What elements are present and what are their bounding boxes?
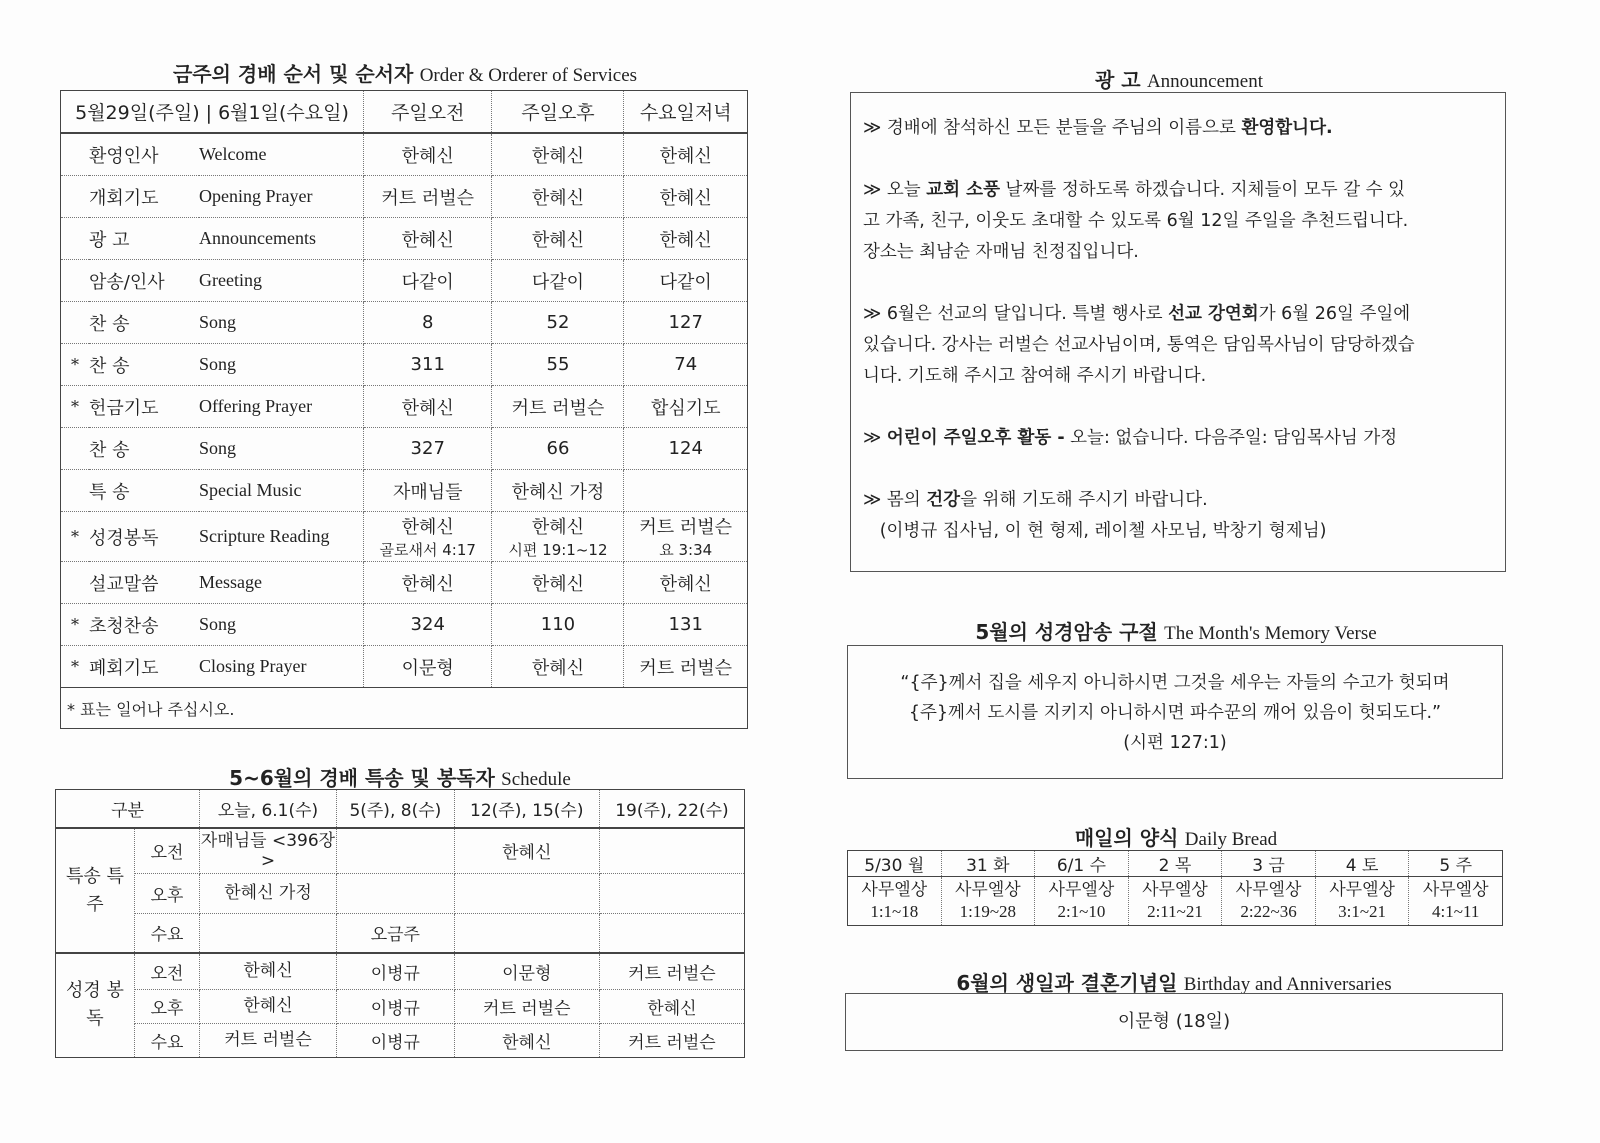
book: 사무엘상 xyxy=(861,880,928,900)
text-segment: 을 위해 기도해 주시기 바랍니다. xyxy=(960,490,1208,510)
text-segment: (이병규 집사님, 이 현 형제, 레이첼 사모님, 박창기 형제님) xyxy=(863,521,1327,541)
cell: 커트 러벌슨 xyxy=(364,176,492,218)
cell: 74 xyxy=(624,344,748,386)
standing-marker: * xyxy=(61,512,90,562)
cell: 한혜신 xyxy=(364,386,492,428)
service-label: 오후 xyxy=(135,873,200,913)
cell: 이문형 xyxy=(454,953,599,989)
table-row xyxy=(56,913,745,953)
daily-bread-title: 매일의 양식 Daily Bread xyxy=(1074,826,1278,850)
text-segment: 선교 강연회 xyxy=(1168,304,1259,324)
text-segment: 환영합니다. xyxy=(1241,118,1333,138)
cell xyxy=(337,873,455,913)
order-title: 금주의 경배 순서 및 순서자 Order & Orderer of Services xyxy=(172,62,638,86)
cell xyxy=(337,828,455,873)
announcement-line xyxy=(863,299,1505,330)
item-korean: 찬 송 xyxy=(89,302,199,344)
day-cell: 5 주 xyxy=(1409,851,1503,877)
cell: 이병규 xyxy=(337,953,455,989)
cell: 327 xyxy=(364,428,492,470)
cell-reference: 요 3:34 xyxy=(659,541,713,559)
cell xyxy=(599,828,744,873)
day-cell: 3 금 xyxy=(1222,851,1316,877)
reading-cell xyxy=(1222,877,1316,926)
cell: 다같이 xyxy=(364,260,492,302)
item-english: Announcements xyxy=(199,218,364,260)
cell xyxy=(200,913,337,953)
text-segment: 날짜를 정하도록 하겠습니다. 지체들이 모두 갈 수 있 xyxy=(999,180,1406,200)
cell-reference: 골로새서 4:17 xyxy=(379,541,476,559)
item-korean: 설교말씀 xyxy=(89,562,199,604)
text-segment: ≫ 6월은 선교의 달입니다. 특별 행사로 xyxy=(863,304,1169,324)
text-segment: 어린이 주일오후 활동 - xyxy=(886,428,1065,448)
book: 사무엘상 xyxy=(1422,880,1489,900)
cell: 66 xyxy=(492,428,624,470)
cell: 324 xyxy=(364,604,492,646)
item-english: Scripture Reading xyxy=(199,512,364,562)
cell: 131 xyxy=(624,604,748,646)
cell: 311 xyxy=(364,344,492,386)
cell xyxy=(624,512,748,562)
cell xyxy=(624,470,748,512)
item-korean: 찬 송 xyxy=(89,344,199,386)
item-english: Opening Prayer xyxy=(199,176,364,218)
cell: 한혜신 xyxy=(624,562,748,604)
table-header xyxy=(56,790,745,829)
item-korean: 헌금기도 xyxy=(89,386,199,428)
standing-marker xyxy=(61,562,90,604)
text-segment: ≫ 몸의 xyxy=(863,490,927,510)
announcement-line xyxy=(863,175,1505,206)
cell: 한혜신 xyxy=(492,218,624,260)
text-segment: 건강 xyxy=(926,490,961,510)
cell: 한혜신 xyxy=(492,646,624,688)
memory-verse-box xyxy=(847,645,1503,779)
text-segment: 니다. 기도해 주시고 참여해 주시기 바랍니다. xyxy=(863,366,1207,386)
announcement-line xyxy=(863,516,1505,547)
header-cell: 주일오후 xyxy=(492,91,624,134)
day-cell: 2 목 xyxy=(1128,851,1222,877)
standing-marker: * xyxy=(61,386,90,428)
cell: 한혜신 xyxy=(624,218,748,260)
cell: 한혜신 xyxy=(492,133,624,176)
birthday-title: 6월의 생일과 결혼기념일 Birthday and Anniversaries xyxy=(956,971,1392,995)
header-cell: 12(주), 15(수) xyxy=(454,790,599,829)
reading-cell xyxy=(941,877,1035,926)
item-korean: 광 고 xyxy=(89,218,199,260)
text-segment: 오늘: 없습니다. 다음주일: 담임목사님 가정 xyxy=(1064,428,1398,448)
service-label: 오후 xyxy=(135,989,200,1023)
reading-cell xyxy=(1315,877,1409,926)
cell: 커트 러벌슨 xyxy=(599,953,744,989)
service-label: 오전 xyxy=(135,828,200,873)
header-date: 5월29일(주일) | 6월1일(수요일) xyxy=(61,91,364,134)
text-segment: ≫ 오늘 xyxy=(863,180,927,200)
table-row xyxy=(61,470,748,512)
cell-name: 커트 러벌슨 xyxy=(639,517,733,538)
announcement-line xyxy=(863,361,1505,392)
cell-reference: 시편 19:1~12 xyxy=(508,541,608,559)
service-label: 수요 xyxy=(135,1023,200,1057)
standing-marker xyxy=(61,133,90,176)
table-row xyxy=(56,989,745,1023)
standing-marker xyxy=(61,302,90,344)
chapter-verse: 2:11~21 xyxy=(1147,902,1203,921)
book: 사무엘상 xyxy=(1048,880,1115,900)
table-row xyxy=(61,133,748,176)
cell-name: 한혜신 xyxy=(531,517,585,538)
daily-bread-table xyxy=(847,850,1503,926)
cell: 한혜신 xyxy=(492,176,624,218)
header-cell: 구분 xyxy=(56,790,200,829)
group-label: 특송 특주 xyxy=(56,828,135,953)
cell: 한혜신 xyxy=(454,828,599,873)
announcement-line xyxy=(863,113,1505,144)
verse-line: “{주}께서 집을 세우지 아니하시면 그것을 세우는 자들의 수고가 헛되며 xyxy=(900,673,1450,693)
table-row xyxy=(61,604,748,646)
item-korean: 찬 송 xyxy=(89,428,199,470)
cell: 이병규 xyxy=(337,1023,455,1057)
announcement-title: 광 고 Announcement xyxy=(1094,68,1264,92)
item-english: Offering Prayer xyxy=(199,386,364,428)
announcement-item xyxy=(863,299,1505,392)
item-korean: 환영인사 xyxy=(89,133,199,176)
table-row xyxy=(61,344,748,386)
item-english: Welcome xyxy=(199,133,364,176)
item-english: Song xyxy=(199,344,364,386)
announcement-item xyxy=(863,485,1505,547)
birthday-box xyxy=(845,993,1503,1051)
book: 사무엘상 xyxy=(954,880,1021,900)
cell: 한혜신 xyxy=(364,562,492,604)
table-row xyxy=(61,218,748,260)
cell: 이병규 xyxy=(337,989,455,1023)
table-row xyxy=(61,260,748,302)
table-row xyxy=(56,873,745,913)
cell: 한혜신 xyxy=(364,218,492,260)
item-korean: 폐회기도 xyxy=(89,646,199,688)
standing-marker xyxy=(61,260,90,302)
cell: 한혜신 xyxy=(364,133,492,176)
announcement-line xyxy=(863,237,1505,268)
text-segment: 가 6월 26일 주일에 xyxy=(1258,304,1411,324)
announcement-line xyxy=(863,485,1505,516)
cell: 한혜신 xyxy=(492,562,624,604)
chapter-verse: 2:1~10 xyxy=(1057,902,1106,921)
cell: 52 xyxy=(492,302,624,344)
announcement-line xyxy=(863,206,1505,237)
item-korean: 성경봉독 xyxy=(89,512,199,562)
order-of-services-table xyxy=(60,90,748,729)
cell xyxy=(364,512,492,562)
cell: 한혜신 xyxy=(624,176,748,218)
day-cell: 31 화 xyxy=(941,851,1035,877)
text-segment: 고 가족, 친구, 이웃도 초대할 수 있도록 6월 12일 주일을 추천드립니다. xyxy=(863,211,1409,231)
cell xyxy=(599,873,744,913)
announcement-item xyxy=(863,175,1505,268)
book: 사무엘상 xyxy=(1235,880,1302,900)
cell: 한혜신 가정 xyxy=(200,873,337,913)
table-row xyxy=(56,1023,745,1057)
table-row xyxy=(61,386,748,428)
table-row xyxy=(61,512,748,562)
cell: 커트 러벌슨 xyxy=(599,1023,744,1057)
item-english: Greeting xyxy=(199,260,364,302)
chapter-verse: 4:1~11 xyxy=(1432,902,1480,921)
book: 사무엘상 xyxy=(1329,880,1395,900)
reading-cell xyxy=(1128,877,1222,926)
cell: 커트 러벌슨 xyxy=(492,386,624,428)
header-cell: 19(주), 22(수) xyxy=(599,790,744,829)
standing-marker: * xyxy=(61,646,90,688)
table-row xyxy=(61,562,748,604)
standing-marker xyxy=(61,428,90,470)
item-english: Song xyxy=(199,428,364,470)
cell: 커트 러벌슨 xyxy=(624,646,748,688)
cell xyxy=(454,873,599,913)
table-row xyxy=(61,428,748,470)
cell: 다같이 xyxy=(624,260,748,302)
item-korean: 초청찬송 xyxy=(89,604,199,646)
item-korean: 암송/인사 xyxy=(89,260,199,302)
cell xyxy=(454,913,599,953)
text-segment: 장소는 최남순 자매님 친정집입니다. xyxy=(863,242,1139,262)
announcement-line xyxy=(863,423,1505,454)
reading-cell xyxy=(848,877,942,926)
announcement-item xyxy=(863,423,1505,454)
schedule-table xyxy=(55,789,745,1058)
cell: 커트 러벌슨 xyxy=(454,989,599,1023)
cell: 다같이 xyxy=(492,260,624,302)
standing-marker xyxy=(61,470,90,512)
item-korean: 특 송 xyxy=(89,470,199,512)
standing-marker xyxy=(61,176,90,218)
chapter-verse: 3:1~21 xyxy=(1338,902,1387,921)
cell-name: 한혜신 xyxy=(401,517,454,538)
book: 사무엘상 xyxy=(1142,880,1208,900)
group-label: 성경 봉독 xyxy=(56,953,135,1057)
announcement-item xyxy=(863,113,1505,144)
service-label: 수요 xyxy=(135,913,200,953)
cell: 한혜신 xyxy=(599,989,744,1023)
header-cell: 주일오전 xyxy=(364,91,492,134)
table-row xyxy=(61,176,748,218)
reading-cell xyxy=(1409,877,1503,926)
cell: 자매님들 xyxy=(364,470,492,512)
memory-verse-title: 5월의 성경암송 구절 The Month's Memory Verse xyxy=(975,620,1377,644)
cell: 110 xyxy=(492,604,624,646)
verse-line: {주}께서 도시를 지키지 아니하시면 파수꾼의 깨어 있음이 헛되도다.” xyxy=(908,703,1442,723)
table-header xyxy=(61,91,748,134)
table-row xyxy=(61,646,748,688)
item-english: Special Music xyxy=(199,470,364,512)
cell: 한혜신 가정 xyxy=(492,470,624,512)
table-row xyxy=(848,877,1503,926)
chapter-verse: 1:19~28 xyxy=(959,902,1017,921)
birthday-entry: 이문형 (18일) xyxy=(1117,1011,1231,1032)
day-cell: 4 토 xyxy=(1315,851,1409,877)
reading-cell xyxy=(1035,877,1129,926)
item-english: Closing Prayer xyxy=(199,646,364,688)
cell: 124 xyxy=(624,428,748,470)
cell xyxy=(599,913,744,953)
cell: 한혜신 xyxy=(200,989,337,1023)
item-english: Song xyxy=(199,604,364,646)
announcement-line xyxy=(863,330,1505,361)
chapter-verse: 1:1~18 xyxy=(870,902,919,921)
item-english: Message xyxy=(199,562,364,604)
cell: 8 xyxy=(364,302,492,344)
announcement-box xyxy=(850,92,1506,572)
standing-marker: * xyxy=(61,604,90,646)
table-row xyxy=(56,953,745,989)
day-cell: 5/30 월 xyxy=(848,851,942,877)
cell: 한혜신 xyxy=(200,953,337,989)
item-english: Song xyxy=(199,302,364,344)
day-cell: 6/1 수 xyxy=(1035,851,1129,877)
chapter-verse: 2:22~36 xyxy=(1240,902,1297,921)
cell: 한혜신 xyxy=(624,133,748,176)
header-cell: 오늘, 6.1(수) xyxy=(200,790,337,829)
cell: 이문형 xyxy=(364,646,492,688)
header-cell: 수요일저녁 xyxy=(624,91,748,134)
cell: 합심기도 xyxy=(624,386,748,428)
table-header xyxy=(848,851,1503,877)
cell xyxy=(492,512,624,562)
header-cell: 5(주), 8(수) xyxy=(337,790,455,829)
footnote: * 표는 일어나 주십시오. xyxy=(61,688,748,729)
service-label: 오전 xyxy=(135,953,200,989)
cell: 자매님들 <396장> xyxy=(200,828,337,873)
standing-marker: * xyxy=(61,344,90,386)
verse-reference: (시편 127:1) xyxy=(1123,733,1227,753)
cell: 한혜신 xyxy=(454,1023,599,1057)
item-korean: 개회기도 xyxy=(89,176,199,218)
standing-marker xyxy=(61,218,90,260)
cell: 127 xyxy=(624,302,748,344)
cell: 오금주 xyxy=(337,913,455,953)
cell: 커트 러벌슨 xyxy=(200,1023,337,1057)
cell: 55 xyxy=(492,344,624,386)
text-segment: ≫ 경배에 참석하신 모든 분들을 주님의 이름으로 xyxy=(863,118,1242,138)
schedule-title: 5~6월의 경배 특송 및 봉독자 Schedule xyxy=(229,766,571,790)
text-segment: 교회 소풍 xyxy=(926,180,1000,200)
text-segment: ≫ xyxy=(863,428,887,448)
table-row xyxy=(56,828,745,873)
table-row xyxy=(61,302,748,344)
text-segment: 있습니다. 강사는 러벌슨 선교사님이며, 통역은 담임목사님이 담당하겠습 xyxy=(863,335,1415,355)
